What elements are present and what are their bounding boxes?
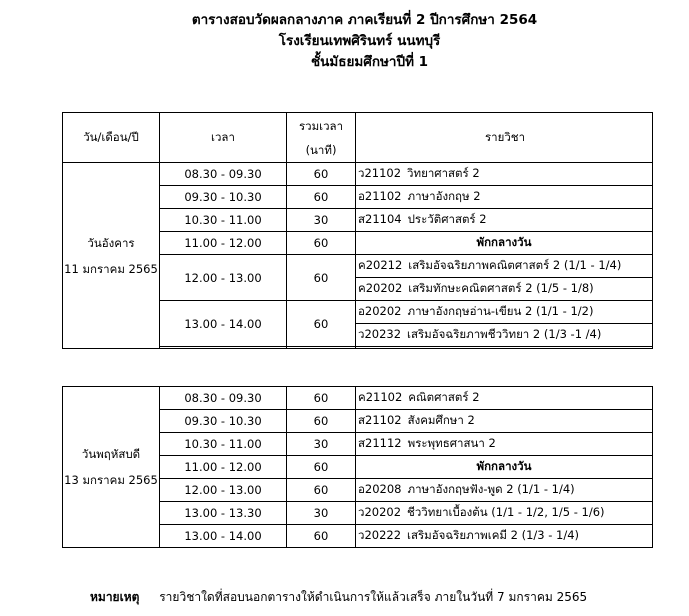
subject-cell [356,278,653,301]
duration-header-line1: รวมเวลา [298,118,344,133]
subject-name: เสริมอัจฉริยภาพเคมี 2 (1/3 - 1/4) [407,528,580,542]
time-cell: 13.00 - 13.30 [160,502,287,525]
subject-cell [356,502,653,525]
subject-code: ส21112 [358,436,402,450]
subject-cell [356,186,653,209]
subject-cell [356,301,653,324]
duration-cell: 60 [287,479,356,502]
subject-code: ส21104 [358,212,402,226]
subject-name: ภาษาอังกฤษฟัง-พูด 2 (1/1 - 1/4) [407,482,575,496]
document-header [0,10,689,73]
subject-code: ส21102 [358,413,402,427]
subject-cell [356,209,653,232]
time-cell: 12.00 - 13.00 [160,255,287,301]
duration-cell: 60 [287,387,356,410]
subject-name: เสริมทักษะคณิตศาสตร์ 2 (1/5 - 1/8) [408,281,594,295]
subject-name: คณิตศาสตร์ 2 [408,390,480,404]
subject-name: เสริมอัจฉริยภาพชีววิทยา 2 (1/3 -1 /4) [407,327,602,341]
time-cell: 11.00 - 12.00 [160,456,287,479]
subject-cell [356,525,653,548]
duration-cell: 60 [287,255,356,301]
lunch-break-cell: พักกลางวัน [356,456,653,479]
duration-cell: 30 [287,209,356,232]
duration-cell: 60 [287,525,356,548]
time-cell: 10.30 - 11.00 [160,433,287,456]
subject-name: ภาษาอังกฤษอ่าน-เขียน 2 (1/1 - 1/2) [407,304,594,318]
exam-date: 13 มกราคม 2565 [64,473,158,487]
table-header-row [63,113,653,163]
note-label: หมายเหตุ [90,590,140,604]
duration-cell: 30 [287,433,356,456]
subject-code: ค21102 [358,390,403,404]
subject-code: อ20208 [358,482,402,496]
school-name: โรงเรียนเทพศิรินทร์ นนทบุรี [278,33,441,49]
subject-name: สังคมศึกษา 2 [407,413,475,427]
footnote [90,588,587,607]
time-cell: 08.30 - 09.30 [160,163,287,186]
grade-level: ชั้นมัธยมศึกษาปีที่ 1 [310,54,429,70]
day-name: วันพฤหัสบดี [81,447,141,461]
subject-cell [356,479,653,502]
day-cell [63,163,160,349]
subject-name: เสริมอัจฉริยภาพคณิตศาสตร์ 2 (1/1 - 1/4) [408,258,622,272]
subject-name: วิทยาศาสตร์ 2 [407,166,480,180]
exam-date: 11 มกราคม 2565 [64,261,158,276]
subject-name: ประวัติศาสตร์ 2 [407,212,487,226]
time-cell: 12.00 - 13.00 [160,479,287,502]
subject-code: ว20202 [358,505,402,519]
column-header-subject: รายวิชา [356,113,653,163]
table-row [63,387,653,410]
duration-cell: 60 [287,410,356,433]
subject-cell [356,410,653,433]
exam-schedule-table-thursday [62,386,653,548]
time-cell: 13.00 - 14.00 [160,525,287,548]
day-cell [63,387,160,548]
duration-cell: 60 [287,163,356,186]
duration-header-line2: (นาที) [305,142,337,157]
day-name: วันอังคาร [87,235,135,250]
duration-cell: 60 [287,301,356,347]
subject-code: ว21102 [358,166,402,180]
subject-cell [356,324,653,347]
spacer-cell [356,347,653,349]
column-header-duration [287,113,356,163]
subject-code: อ20202 [358,304,402,318]
time-cell: 09.30 - 10.30 [160,410,287,433]
duration-cell: 60 [287,186,356,209]
subject-cell [356,163,653,186]
subject-cell [356,255,653,278]
subject-name: ภาษาอังกฤษ 2 [407,189,481,203]
table-row [63,163,653,186]
subject-code: ค20212 [358,258,403,272]
time-cell: 10.30 - 11.00 [160,209,287,232]
time-cell: 13.00 - 14.00 [160,301,287,347]
column-header-day: วัน/เดือน/ปี [63,113,160,163]
spacer-cell [160,347,287,349]
time-cell: 11.00 - 12.00 [160,232,287,255]
subject-cell [356,387,653,410]
subject-code: ว20232 [358,327,402,341]
spacer-cell [287,347,356,349]
exam-schedule-table-tuesday [62,112,653,349]
subject-name: พระพุทธศาสนา 2 [407,436,496,450]
duration-cell: 30 [287,502,356,525]
duration-cell: 60 [287,456,356,479]
note-text: รายวิชาใดที่สอบนอกตารางให้ดำเนินการให้แล้วเสร็จ ภายในวันที่ 7 มกราคม 2565 [159,590,588,604]
subject-cell [356,433,653,456]
exam-title: ตารางสอบวัดผลกลางภาค ภาคเรียนที่ 2 ปีการศึกษา 2564 [191,12,538,28]
time-cell: 09.30 - 10.30 [160,186,287,209]
lunch-break-cell: พักกลางวัน [356,232,653,255]
duration-cell: 60 [287,232,356,255]
subject-code: อ21102 [358,189,402,203]
subject-name: ชีววิทยาเบื้องต้น (1/1 - 1/2, 1/5 - 1/6) [407,505,605,519]
subject-code: ว20222 [358,528,402,542]
time-cell: 08.30 - 09.30 [160,387,287,410]
column-header-time: เวลา [160,113,287,163]
subject-code: ค20202 [358,281,403,295]
